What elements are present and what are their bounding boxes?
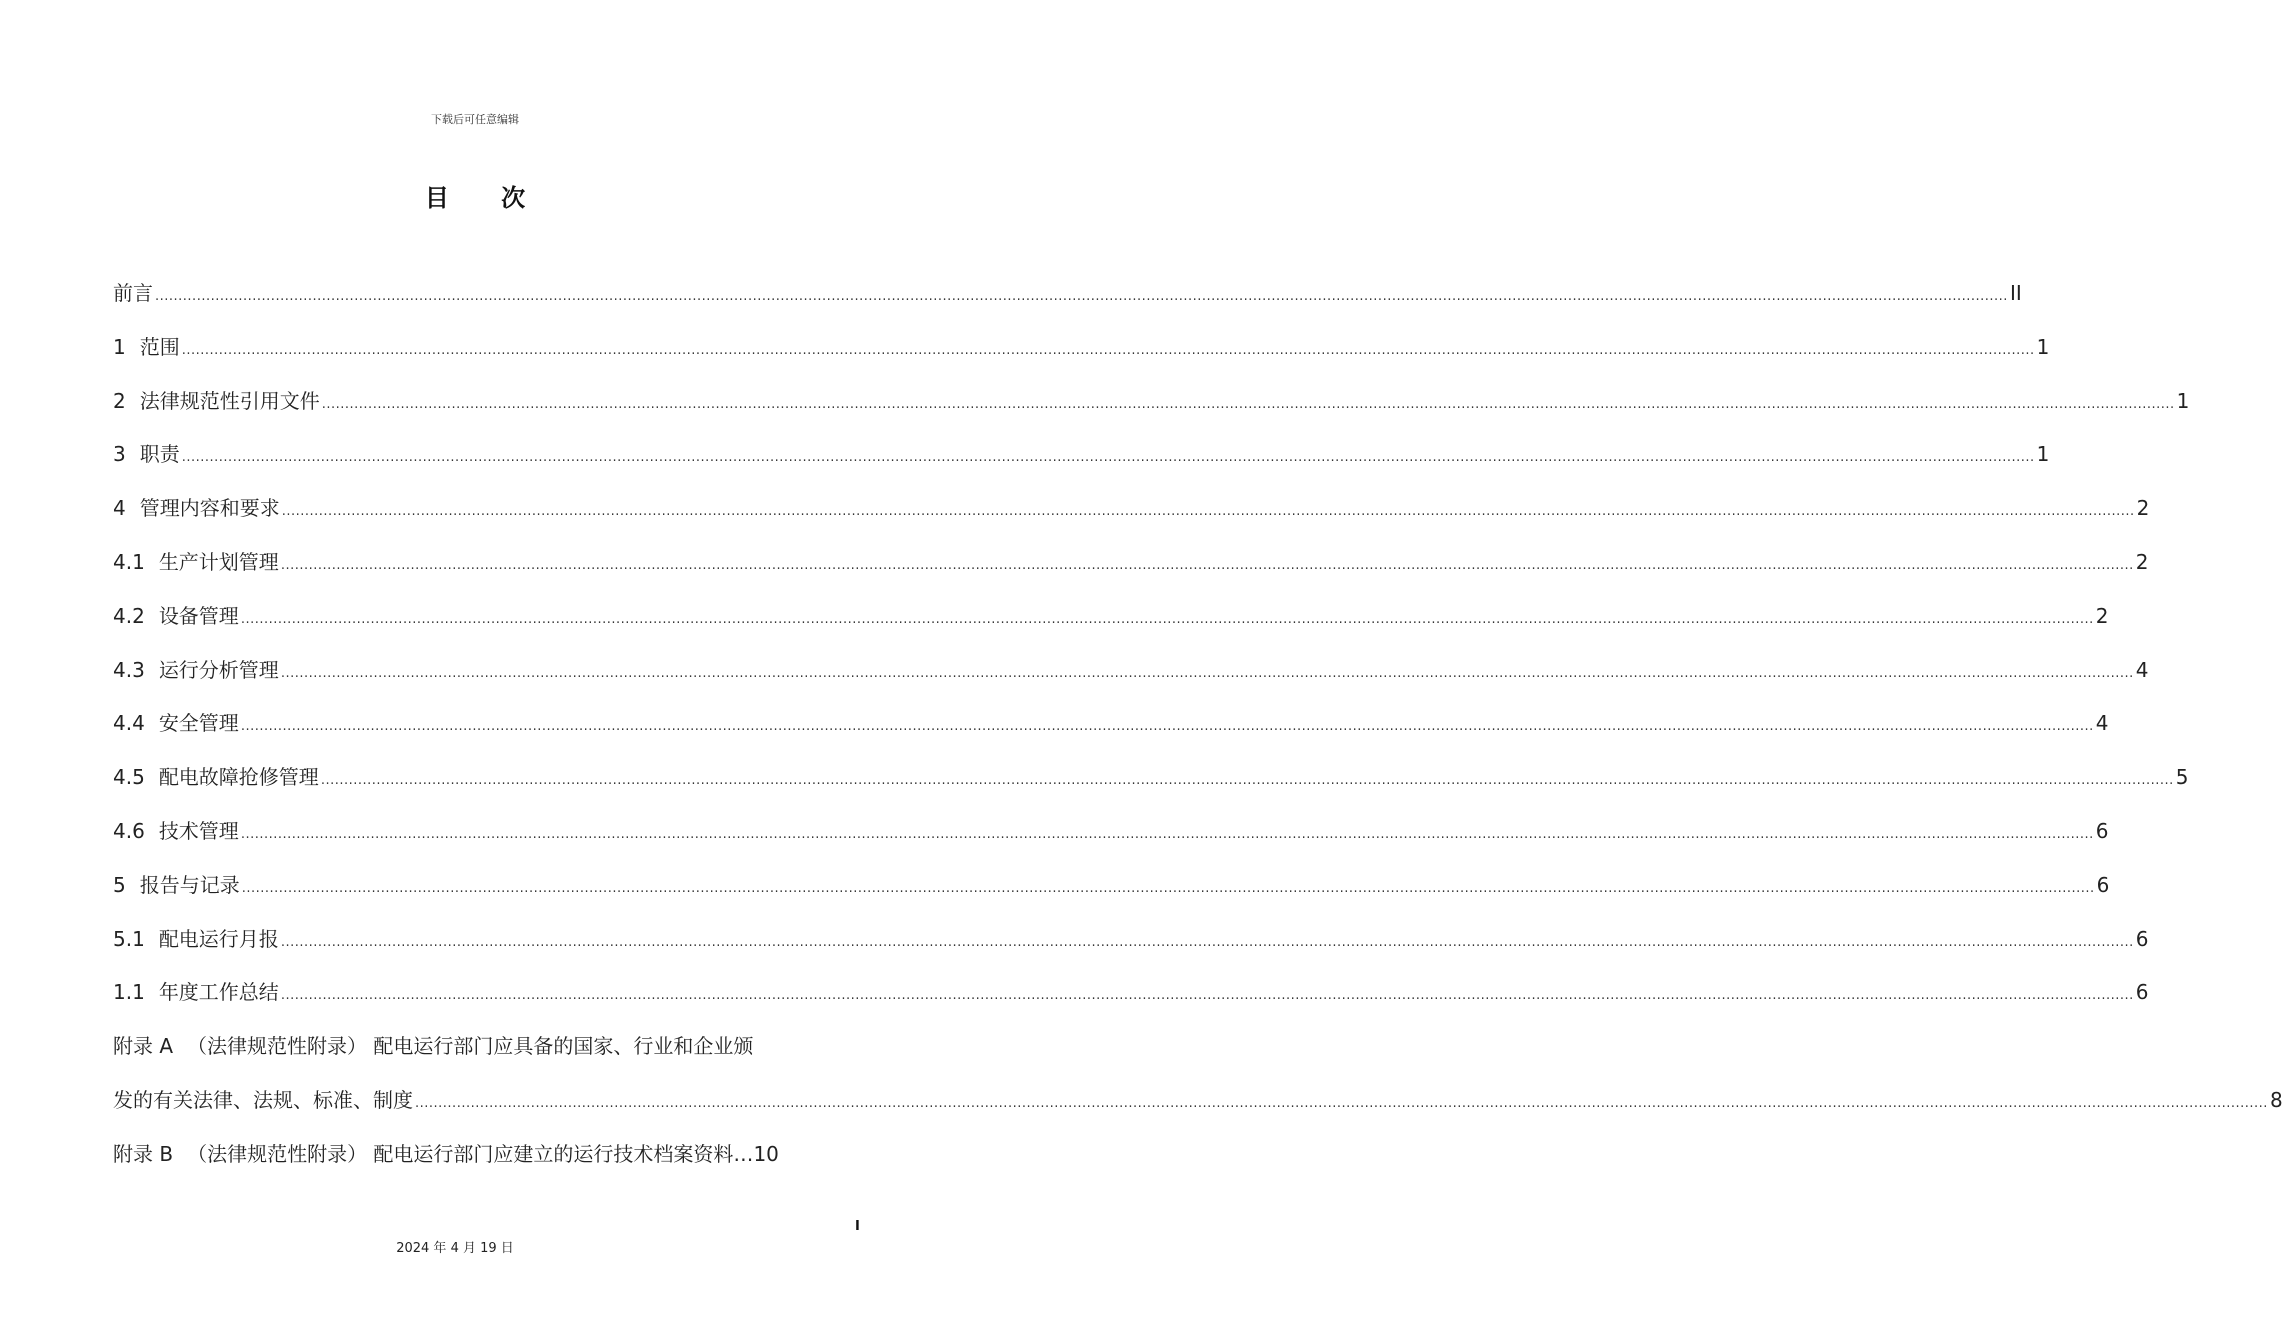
toc-entry-number: 4.3	[113, 657, 145, 682]
page-title: 目 次	[424, 184, 548, 212]
toc-entry-number: 1	[113, 334, 126, 359]
toc-entry-page: 6	[2135, 980, 2149, 1005]
toc-leader-dots: ................................................................................................................................................................................................................................................................................................................................................................................................................	[240, 719, 2094, 735]
toc-entry-page: 1	[2036, 442, 2050, 467]
toc-leader-dots: ................................................................................................................................................................................................................................................................................................................................................................................................................	[415, 1095, 2268, 1111]
toc-entry-number: 5	[113, 872, 126, 897]
toc-entry-4-5[interactable]	[113, 751, 2189, 805]
toc-entry-4-1[interactable]	[113, 536, 2149, 590]
toc-entry-number: 附录 B	[113, 1141, 174, 1166]
toc-leader-dots: ................................................................................................................................................................................................................................................................................................................................................................................................................	[241, 880, 2095, 896]
toc-leader-dots: ................................................................................................................................................................................................................................................................................................................................................................................................................	[280, 557, 2134, 573]
toc-entry-text: （法律规范性附录） 配电运行部门应具备的国家、行业和企业颁	[187, 1034, 754, 1059]
toc-leader-dots: ................................................................................................................................................................................................................................................................................................................................................................................................................	[280, 934, 2134, 950]
table-of-contents	[113, 267, 2283, 1182]
toc-entry-1[interactable]	[113, 321, 2050, 375]
toc-entry-4-4[interactable]	[113, 697, 2109, 751]
toc-entry-text: 运行分析管理	[158, 657, 279, 682]
toc-leader-dots: ................................................................................................................................................................................................................................................................................................................................................................................................................	[280, 665, 2134, 681]
toc-leader-dots: ................................................................................................................................................................................................................................................................................................................................................................................................................	[280, 988, 2134, 1004]
toc-entry-3[interactable]	[113, 428, 2050, 482]
toc-entry-number: 2	[113, 388, 126, 413]
page-number: I	[855, 1219, 860, 1234]
toc-entry-number: 4.2	[113, 603, 145, 628]
toc-entry-number: 3	[113, 442, 126, 467]
toc-entry-page: 2	[2136, 496, 2150, 521]
toc-entry-text: 发的有关法律、法规、标准、制度	[113, 1087, 413, 1112]
toc-entry-number: 4.4	[113, 711, 145, 736]
toc-entry-page: 1	[2176, 388, 2190, 413]
toc-entry-text: 范围	[139, 334, 180, 359]
toc-leader-dots: ................................................................................................................................................................................................................................................................................................................................................................................................................	[240, 826, 2094, 842]
toc-entry-page: II	[2009, 281, 2022, 305]
toc-entry-number: 4.5	[113, 765, 145, 790]
toc-leader-dots: ................................................................................................................................................................................................................................................................................................................................................................................................................	[321, 396, 2175, 412]
toc-entry-page: 1	[2036, 334, 2050, 359]
toc-entry-text: （法律规范性附录） 配电运行部门应建立的运行技术档案资料…	[187, 1141, 754, 1166]
toc-leader-dots: ................................................................................................................................................................................................................................................................................................................................................................................................................	[240, 611, 2094, 627]
toc-entry-4-3[interactable]	[113, 644, 2149, 698]
toc-entry-text: 职责	[139, 442, 180, 467]
toc-entry-number: 5.1	[113, 926, 145, 951]
footer-date: 2024 年 4 月 19 日	[396, 1241, 514, 1256]
toc-entry-appendix-a-continued[interactable]	[113, 1074, 2283, 1128]
toc-entry-text: 设备管理	[158, 603, 239, 628]
toc-entry-text: 技术管理	[158, 818, 239, 843]
header-note: 下载后可任意编辑	[431, 113, 519, 126]
toc-entry-text: 报告与记录	[139, 872, 240, 897]
toc-entry-5[interactable]	[113, 859, 2110, 913]
toc-entry-number: 4.6	[113, 818, 145, 843]
toc-leader-dots: ................................................................................................................................................................................................................................................................................................................................................................................................................	[181, 342, 2035, 358]
toc-entry-number: 1.1	[113, 980, 145, 1005]
toc-entry-page: 10	[753, 1141, 779, 1166]
toc-entry-text: 配电运行月报	[158, 926, 279, 951]
toc-entry-text: 前言	[113, 281, 153, 305]
toc-entry-text: 安全管理	[158, 711, 239, 736]
toc-entry-page: 4	[2095, 711, 2109, 736]
toc-entry-4-2[interactable]	[113, 590, 2109, 644]
toc-entry-text: 生产计划管理	[158, 549, 279, 574]
toc-entry-appendix-a[interactable]	[113, 1020, 859, 1074]
toc-entry-page: 5	[2175, 765, 2189, 790]
toc-leader-dots: ................................................................................................................................................................................................................................................................................................................................................................................................................	[181, 450, 2035, 466]
toc-leader-dots: ................................................................................................................................................................................................................................................................................................................................................................................................................	[155, 289, 2008, 304]
toc-entry-page: 6	[2135, 926, 2149, 951]
toc-entry-number: 附录 A	[113, 1034, 174, 1059]
toc-entry-text: 年度工作总结	[158, 980, 279, 1005]
toc-entry-1-1[interactable]	[113, 966, 2149, 1020]
toc-entry-4-6[interactable]	[113, 805, 2109, 859]
toc-entry-number: 4	[113, 496, 126, 521]
toc-leader-dots: ................................................................................................................................................................................................................................................................................................................................................................................................................	[281, 504, 2135, 520]
toc-entry-foreword[interactable]	[113, 267, 2022, 321]
toc-entry-text: 法律规范性引用文件	[139, 388, 320, 413]
toc-entry-page: 2	[2135, 549, 2149, 574]
toc-entry-number: 4.1	[113, 549, 145, 574]
toc-entry-text: 管理内容和要求	[139, 496, 280, 521]
toc-entry-5-1[interactable]	[113, 913, 2149, 967]
toc-entry-page: 8	[2269, 1087, 2283, 1112]
toc-entry-page: 2	[2095, 603, 2109, 628]
toc-entry-appendix-b[interactable]	[113, 1128, 859, 1182]
toc-entry-text: 配电故障抢修管理	[158, 765, 319, 790]
toc-entry-2[interactable]	[113, 375, 2190, 429]
toc-entry-page: 4	[2135, 657, 2149, 682]
toc-entry-page: 6	[2095, 818, 2109, 843]
toc-entry-page: 6	[2096, 872, 2110, 897]
toc-entry-4[interactable]	[113, 482, 2150, 536]
toc-leader-dots: ................................................................................................................................................................................................................................................................................................................................................................................................................	[320, 773, 2174, 789]
